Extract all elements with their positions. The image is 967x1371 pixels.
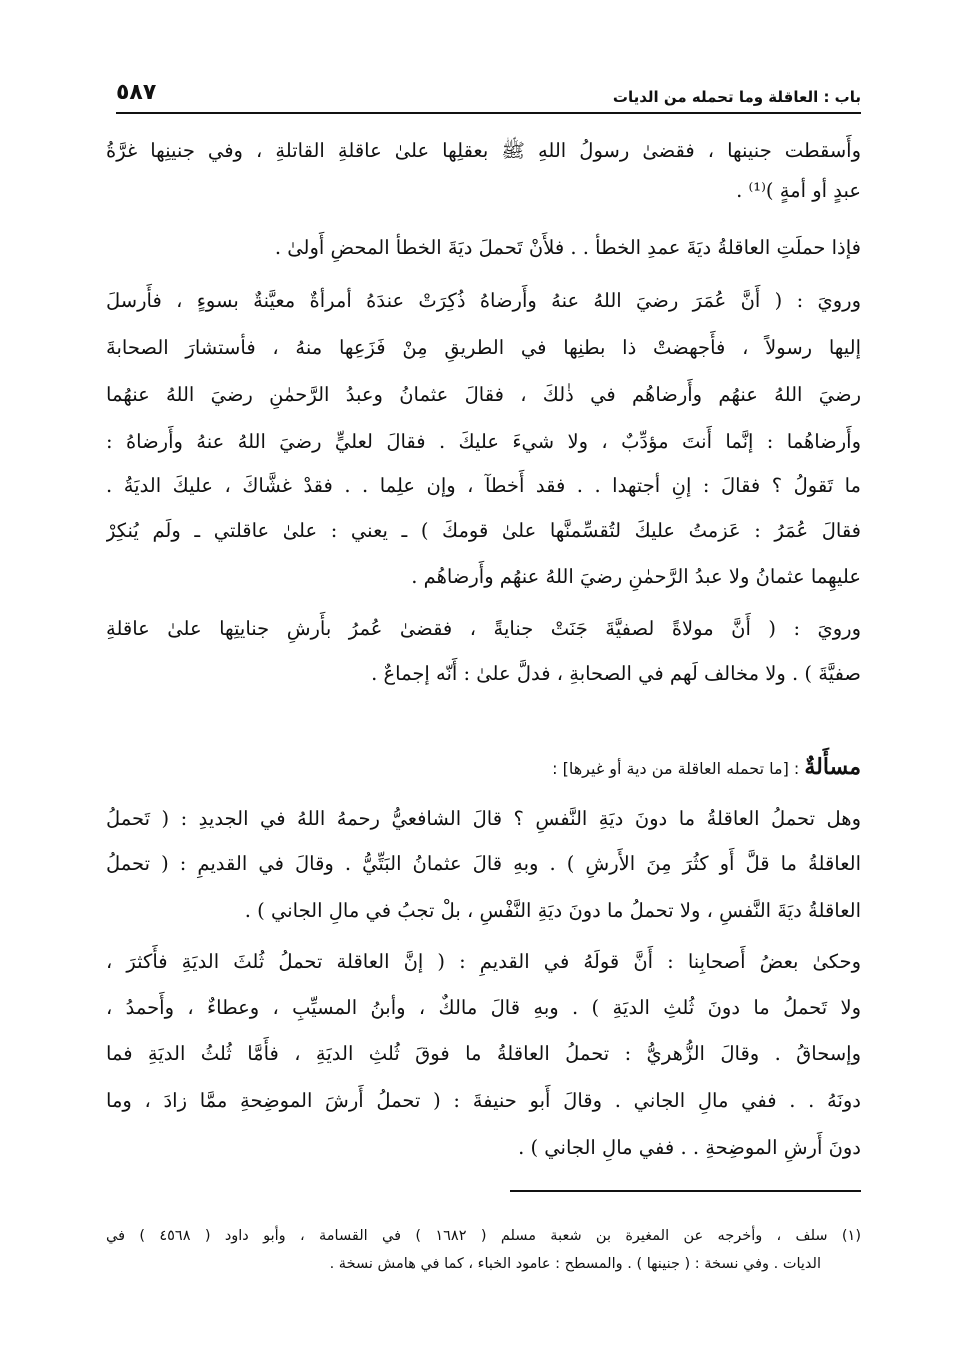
text-line: وهل تحملُ العاقلةُ ما دونَ ديَةِ النَّفسِ ؟ قالَ الشافعيُّ رحمهُ اللهُ في الجديدِ : ( تَحملُ <box>106 807 861 830</box>
text-line: وأَرضاهُما : إنَّما أَنتَ مؤدِّبٌ ، ولا شيءَ عليكَ . فقالَ لعليٍّ رضيَ اللهُ عنهُ وأَرضاهُ : <box>106 430 861 453</box>
text-line: العاقلةُ ما قلَّ أَو كثُرَ مِنَ الأَرشِ ) . وبهِ قالَ عثمانُ البَتِّيُّ . وقالَ في القديمِ : ( تحملُ <box>106 852 861 875</box>
text-line: دونَهُ . . ففي مالِ الجاني . وقالَ أَبو حنيفةَ : ( تحملُ أَرشَ الموضِحةِ ممَّا زادَ ، وما <box>106 1089 861 1112</box>
masala-heading <box>106 748 861 786</box>
footnote-line: الديات . وفي نسخة : ( جنينها ) . والمسطح : عامود الخباء ، كما في هامش نسخة . <box>329 1256 821 1272</box>
page-number: ٥٨٧ <box>116 80 157 105</box>
page-header <box>116 82 861 114</box>
masala-word: مسأَلةٌ <box>804 754 861 780</box>
text-line: فإذا حملَتِ العاقلةُ ديَةَ عمدِ الخطأ . . فلأَنْ تَحملَ ديَةَ الخطأ المحضِ أَولىٰ . <box>274 236 861 259</box>
text-line: رضيَ اللهُ عنهُم وأَرضاهُم في ذٰلكَ ، فقالَ عثمانُ وعبدُ الرَّحمٰنِ رضيَ اللهُ عنهُما <box>106 383 861 406</box>
text-line: صفيَّةَ ) . ولا مخالف لَهم في الصحابةِ ، فدلَّ علىٰ : أَنّه إجماعٌ . <box>371 662 861 685</box>
text-line: عليهِما عثمانُ ولا عبدُ الرَّحمٰنِ رضيَ اللهُ عنهُم وأَرضاهُم . <box>411 565 861 588</box>
text-line: ما تَقولُ ؟ فقالَ : إنِ أجتهدا . . فقد أَخطآ ، وإن علِما . . فقدْ غشَّاكَ ، عليكَ الديَةُ . <box>106 474 861 497</box>
text-line: وإسحاقُ . وقالَ الزُّهريُّ : تحملُ العاقلةُ ما فوقَ ثُلثِ الديَةِ ، فأَمَّا ثُلثُ الديَةِ فما <box>106 1042 861 1065</box>
footnote-divider <box>510 1190 861 1192</box>
text-line: وأَسقطت جنينها ، فقضىٰ رسولُ اللهِ ﷺ بعقلِها علىٰ عاقلةِ القاتلةِ ، وفي جنينِها غرَّةُ <box>106 139 861 162</box>
masala-subtitle: : [ما تحمله العاقلة من دية أو غيرها] : <box>552 759 805 778</box>
text-line: فقالَ عُمَرُ : عَزمتُ عليكَ لتُقسِّمنَّها علىٰ قومكَ ) ـ يعني : علىٰ عاقلتي ـ ولَم يُنكِرْ <box>106 519 861 542</box>
text-line: عبدٍ أو أمةٍ )⁽¹⁾ . <box>736 179 861 202</box>
text-line: وحكىٰ بعضُ أَصحابِنا : أَنَّ قولَهُ في القديمِ : ( إنَّ العاقلة تحملُ ثُلثَ الديَةِ فأَكثرَ ، <box>106 950 861 973</box>
text-line: ورويَ : ( أَنَّ مولاةً لصفيَّةَ جَنَتْ جنايةً ، فقضىٰ عُمرُ بأَرشِ جنايتِها علىٰ عاقلةِ <box>106 617 861 640</box>
text-line: ولا تَحملُ ما دونَ ثُلثِ الديَةِ ) . وبهِ قالَ مالكٌ ، وأبنُ المسيِّبِ ، وعطاءٌ ، وأَحمدُ ، <box>106 996 861 1019</box>
chapter-title: باب : العاقلة وما تحمله من الديات <box>612 88 861 106</box>
footnote-line: (١) سلف ، وأخرجه عن المغيرة بن شعبة مسلم ( ١٦٨٢ ) في القسامة ، وأبو داود ( ٤٥٦٨ ) في <box>106 1228 861 1244</box>
text-line: ورويَ : ( أَنَّ عُمَرَ رضيَ اللهُ عنهُ وأَرضاهُ ذُكِرَتْ عندَهُ أمرأةٌ معيَّنةٌ بسوءٍ ، فأَرسلَ <box>106 289 861 312</box>
text-line: العاقلةُ ديَةَ النَّفسِ ، ولا تحملُ ما دونَ ديَةِ النَّفْسِ ، بلْ تجبُ في مالِ الجاني ) . <box>244 899 861 922</box>
text-line: إليها رسولاً ، فأَجهضتْ ذا بطنِها في الطريقِ مِنْ فَزَعِها منهُ ، فأستشارَ الصحابةَ <box>106 336 861 359</box>
text-line: دونَ أَرشِ الموضِحةِ . . ففي مالِ الجاني ) . <box>518 1136 861 1159</box>
